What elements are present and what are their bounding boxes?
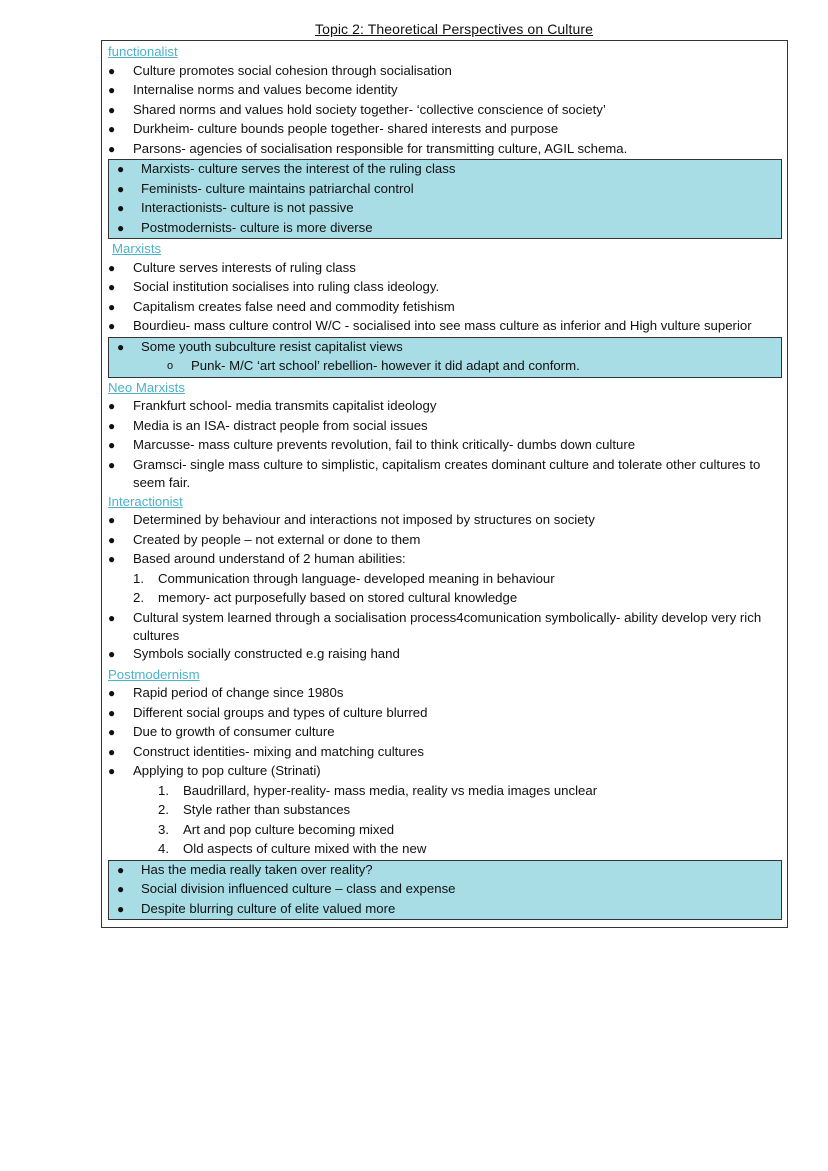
bullet-icon: ●	[108, 280, 116, 294]
list-item: ● Marxists- culture serves the interest of the ruling class	[109, 160, 781, 180]
highlight-box	[108, 159, 782, 239]
item-number: 1.	[158, 782, 169, 798]
bullet-icon: ●	[108, 725, 116, 740]
list-item: ● Social institution socialises into ruling class ideology.	[0, 278, 828, 298]
list-item: ● Applying to pop culture (Strinati)	[0, 762, 828, 782]
list-item: ● Some youth subculture resist capitalist views	[109, 338, 781, 358]
page-title: Topic 2: Theoretical Perspectives on Culture	[314, 21, 594, 37]
highlight-box	[108, 337, 782, 378]
list-item: ● Interactionists- culture is not passive	[109, 199, 781, 219]
numbered-item: 2. Style rather than substances	[0, 801, 828, 821]
numbered-item: 1. Baudrillard, hyper-reality- mass media, reality vs media images unclear	[0, 782, 828, 802]
bullet-icon: ●	[117, 220, 125, 235]
bullet-icon: ●	[108, 610, 116, 625]
bullet-icon: ●	[108, 513, 116, 528]
bullet-icon: ●	[108, 438, 116, 452]
bullet-icon: ●	[108, 532, 116, 547]
list-item: ● Parsons- agencies of socialisation responsible for transmitting culture, AGIL schema.	[0, 140, 828, 160]
bullet-icon: ●	[108, 83, 116, 97]
bullet-icon: ●	[117, 882, 125, 897]
list-item: ● Cultural system learned through a socialisation process4comunication symbolically- ability develop very rich cultures	[108, 609, 762, 644]
list-item: ● Durkheim- culture bounds people together- shared interests and purpose	[0, 120, 828, 140]
item-number: 2.	[133, 590, 144, 606]
bullet-icon: ●	[108, 457, 116, 472]
heading-functionalist: functionalist	[108, 44, 178, 59]
list-item: ● Due to growth of consumer culture	[0, 723, 828, 743]
numbered-item: 2. memory- act purposefully based on stored cultural knowledge	[0, 589, 828, 609]
list-item: ● Shared norms and values hold society together- ‘collective conscience of society’	[0, 101, 828, 121]
bullet-icon: ●	[108, 399, 116, 413]
sub-list-item: o Punk- M/C ‘art school’ rebellion- however it did adapt and conform.	[109, 357, 781, 377]
numbered-item: 1. Communication through language- developed meaning in behaviour	[0, 570, 828, 590]
list-item: ● Feminists- culture maintains patriarchal control	[109, 180, 781, 200]
heading-marxists: Marxists	[112, 241, 162, 256]
bullet-icon: ●	[117, 162, 125, 176]
bullet-icon: ●	[108, 63, 116, 78]
bullet-icon: ●	[108, 764, 116, 779]
bullet-icon: ●	[108, 299, 116, 314]
bullet-icon: ●	[108, 141, 116, 156]
item-number: 2.	[158, 802, 169, 818]
list-item: ● Has the media really taken over reality?	[109, 861, 781, 881]
bullet-icon: ●	[117, 181, 125, 196]
list-item: ● Bourdieu- mass culture control W/C - socialised into see mass culture as inferior and High vulture superior	[0, 317, 828, 337]
bullet-icon: ●	[108, 122, 116, 136]
heading-interactionist: Interactionist	[108, 493, 183, 509]
list-item: ● Rapid period of change since 1980s	[0, 684, 828, 704]
bullet-icon: ●	[117, 901, 125, 916]
bullet-icon: ●	[117, 862, 125, 877]
list-item: ● Created by people – not external or done to them	[0, 531, 828, 551]
bullet-icon: ●	[108, 647, 116, 662]
bullet-icon: ●	[108, 102, 116, 117]
list-item: ● Internalise norms and values become identity	[0, 81, 828, 101]
bullet-icon: ●	[108, 260, 116, 275]
list-item: ● Gramsci- single mass culture to simplistic, capitalism creates dominant culture and tolerate other cultures to seem fair.	[108, 456, 761, 490]
list-item: ● Social division influenced culture – class and expense	[109, 880, 781, 900]
bullet-icon: ●	[108, 552, 116, 567]
bullet-icon: ●	[108, 705, 116, 720]
bullet-icon: ●	[108, 319, 116, 333]
numbered-item: 4. Old aspects of culture mixed with the new	[0, 840, 828, 860]
list-item: ● Construct identities- mixing and matching cultures	[0, 743, 828, 763]
list-item: ● Despite blurring culture of elite valued more	[109, 900, 781, 920]
bullet-icon: ●	[108, 686, 116, 701]
list-item: ● Frankfurt school- media transmits capitalist ideology	[0, 397, 828, 417]
list-item: ● Different social groups and types of culture blurred	[0, 704, 828, 724]
list-item: ● Culture promotes social cohesion through socialisation	[0, 62, 828, 82]
bullet-icon: ●	[108, 744, 116, 759]
bullet-icon: ●	[108, 418, 116, 433]
numbered-item: 3. Art and pop culture becoming mixed	[0, 821, 828, 841]
item-number: 1.	[133, 570, 144, 586]
item-number: 4.	[158, 841, 169, 857]
list-item: ● Culture serves interests of ruling class	[0, 259, 828, 279]
list-item: ● Based around understand of 2 human abilities:	[0, 550, 828, 570]
bullet-icon: ●	[117, 201, 125, 215]
bullet-icon: ●	[117, 339, 125, 354]
circle-bullet-icon: o	[167, 360, 174, 372]
heading-neo-marxists: Neo Marxists	[108, 379, 185, 395]
list-item: ● Determined by behaviour and interactions not imposed by structures on society	[0, 511, 828, 531]
highlight-box	[108, 860, 782, 921]
list-item: ● Media is an ISA- distract people from social issues	[0, 417, 828, 437]
list-item: ● Symbols socially constructed e.g raising hand	[0, 645, 828, 665]
notes-content	[0, 42, 828, 920]
list-item: ● Capitalism creates false need and commodity fetishism	[0, 298, 828, 318]
list-item: ● Marcusse- mass culture prevents revolution, fail to think critically- dumbs down culture	[0, 436, 828, 456]
item-number: 3.	[158, 821, 169, 837]
list-item: ● Postmodernists- culture is more diverse	[109, 219, 781, 239]
heading-postmodernism: Postmodernism	[108, 666, 200, 682]
